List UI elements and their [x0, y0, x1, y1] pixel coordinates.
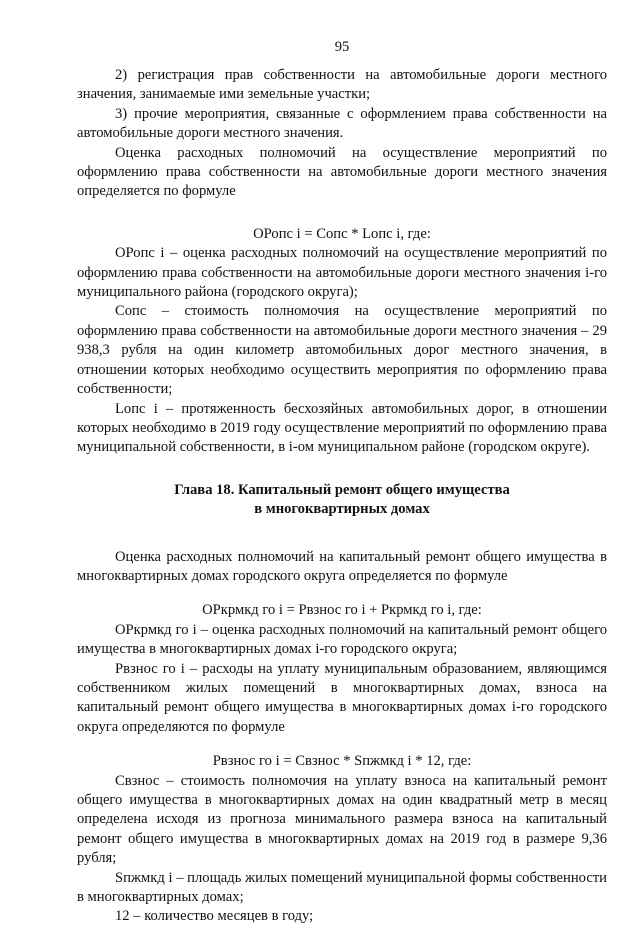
definition-rvznos: Рвзнос го i – расходы на уплату муниципальным образованием, являющимся собственником жилых помещений в многоквартирных домах, взноса на капитальный ремонт общего имущества в многоквартирных домах i-го городского округа определяются по формуле — [77, 660, 607, 735]
formula-rvznos: Рвзнос го i = Свзнос * Sпжмкд i * 12, где: — [212, 753, 472, 770]
definition-sopc: Сопс – стоимость полномочия на осуществление мероприятий по оформлению права собственности на автомобильные дороги местного значения – 29 938,3 рубля на один километр автомобильных дорог местного значения, в отношении которых необходимо осуществить мероприятия по оформлению права собственности; — [77, 303, 607, 398]
document-page — [77, 38, 607, 927]
paragraph-capital-repair-intro: Оценка расходных полномочий на капитальный ремонт общего имущества в многоквартирных домах городского округа определяется по формуле — [77, 548, 607, 584]
page-number: 95 — [334, 39, 350, 55]
chapter-heading — [77, 481, 607, 520]
definition-months: 12 – количество месяцев в году; — [115, 908, 314, 925]
paragraph-item-2: 2) регистрация прав собственности на автомобильные дороги местного значения, занимаемые ими земельные участки; — [77, 67, 607, 103]
chapter-heading-line-2: в многоквартирных домах — [254, 501, 430, 518]
formula-orkrmkd: ОРкрмкд го i = Рвзнос го i + Ркрмкд го i, где: — [202, 602, 482, 619]
formula-oropc: ОРопс i = Сопс * Lопс i, где: — [253, 225, 431, 242]
chapter-heading-line-1: Глава 18. Капитальный ремонт общего имущества — [174, 481, 510, 498]
paragraph-item-3: 3) прочие мероприятия, связанные с оформлением права собственности на автомобильные дороги местного значения. — [77, 105, 607, 142]
definition-oropc: ОРопс i – оценка расходных полномочий на осуществление мероприятий по оформлению права собственности на автомобильные дороги местного значения i-го муниципального района (городского округа); — [77, 245, 607, 301]
definition-spzhmkd: Sпжмкд i – площадь жилых помещений муниципальной формы собственности в многоквартирных домах; — [77, 869, 607, 906]
paragraph-assessment-intro: Оценка расходных полномочий на осуществление мероприятий по оформлению права собственности на автомобильные дороги местного значения определяется по формуле — [77, 144, 607, 200]
definition-svznos: Свзнос – стоимость полномочия на уплату взноса на капитальный ремонт общего имущества в многоквартирных домах на один квадратный метр в месяц определена исходя из прогноза минимального размера взноса на капитальный ремонт общего имущества в многоквартирных домах на 2019 год в размере 9,36 рубля; — [77, 772, 607, 867]
definition-lopc: Lопс i – протяженность бесхозяйных автомобильных дорог, в отношении которых необходимо в 2019 году осуществление мероприятий по оформлению права муниципальной собственности, в i-ом муниципальном районе (городском округе). — [77, 400, 607, 456]
definition-orkrmkd: ОРкрмкд го i – оценка расходных полномочий на капитальный ремонт общего имущества в многоквартирных домах i-го городского округа; — [77, 621, 607, 658]
